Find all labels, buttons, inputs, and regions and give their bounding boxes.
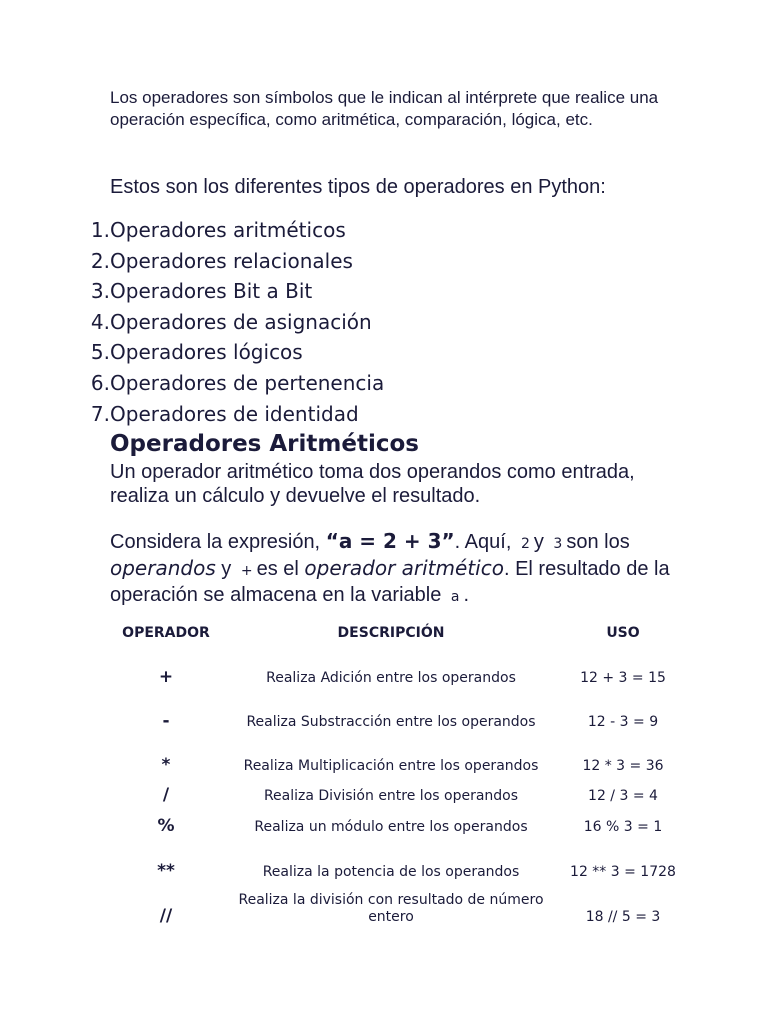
usage-cell: 12 + 3 = 15 xyxy=(580,670,666,686)
header-usage: USO xyxy=(606,625,640,641)
operator-cell: - xyxy=(162,711,170,731)
usage-cell: 12 ** 3 = 1728 xyxy=(570,864,676,880)
inline-code: + xyxy=(240,563,253,579)
header-description: DESCRIPCIÓN xyxy=(337,625,445,641)
example-text: . Aquí, xyxy=(454,531,517,553)
list-item xyxy=(78,307,384,338)
example-text: son los xyxy=(566,531,630,553)
inline-code: a xyxy=(450,589,460,605)
list-item-number: 5. xyxy=(90,340,110,365)
list-item-label: Operadores relacionales xyxy=(110,248,353,273)
arithmetic-operators-table xyxy=(110,600,686,926)
example-text: . El resultado de la operación se almacena en la variable xyxy=(110,558,670,606)
emphasis-operands: operandos xyxy=(110,556,216,580)
list-item-label: Operadores de pertenencia xyxy=(110,370,385,395)
operator-types-list xyxy=(78,215,384,429)
list-item-number: 6. xyxy=(90,370,110,395)
usage-cell: 12 - 3 = 9 xyxy=(587,714,659,730)
list-item xyxy=(78,368,384,399)
example-text: y xyxy=(215,558,232,580)
usage-cell: 12 * 3 = 36 xyxy=(582,758,664,774)
operator-cell: ** xyxy=(157,861,175,881)
example-text: y xyxy=(533,531,544,553)
intro-paragraph: Los operadores son símbolos que le indican al intérprete que realice una operación específica, como aritmética, comparación, lógica, etc. xyxy=(110,88,659,129)
types-lead-text: Estos son los diferentes tipos de operadores en Python: xyxy=(110,176,606,198)
list-item xyxy=(78,337,384,368)
table-row xyxy=(110,687,686,731)
usage-cell: 12 / 3 = 4 xyxy=(588,788,658,804)
section-heading: Operadores Aritméticos xyxy=(110,431,419,457)
description-cell: Realiza Multiplicación entre los operandos xyxy=(243,758,539,774)
description-cell: Realiza un módulo entre los operandos xyxy=(254,819,528,835)
list-item-number: 1. xyxy=(90,218,110,242)
description-cell: Realiza la potencia de los operandos xyxy=(262,864,520,880)
list-item xyxy=(78,215,384,246)
description-cell: Realiza Substracción entre los operandos xyxy=(246,714,536,730)
table-row xyxy=(110,731,686,775)
example-paragraph xyxy=(110,529,670,609)
table-header-row xyxy=(110,600,686,642)
table-row xyxy=(110,642,686,687)
list-item xyxy=(78,399,384,430)
operator-cell: // xyxy=(159,906,173,926)
operator-cell: % xyxy=(157,816,175,836)
list-item-number: 3. xyxy=(90,279,110,304)
header-operator: OPERADOR xyxy=(122,625,210,641)
usage-cell: 18 // 5 = 3 xyxy=(585,909,661,925)
inline-code: 2 xyxy=(520,536,530,552)
example-expression: “a = 2 + 3” xyxy=(325,529,455,553)
list-item-number: 4. xyxy=(90,309,110,334)
list-item xyxy=(78,246,384,277)
operator-cell: / xyxy=(162,785,170,805)
description-cell: Realiza la división con resultado de número entero xyxy=(238,892,544,925)
list-item-label: Operadores de asignación xyxy=(110,309,372,334)
list-item-label: Operadores de identidad xyxy=(110,401,359,426)
description-cell: Realiza División entre los operandos xyxy=(263,788,519,804)
description-cell: Realiza Adición entre los operandos xyxy=(266,670,516,686)
operator-cell: + xyxy=(158,667,174,687)
list-item xyxy=(78,276,384,307)
list-item-number: 2. xyxy=(90,248,110,273)
operator-cell: * xyxy=(161,755,171,775)
list-item-label: Operadores Bit a Bit xyxy=(110,279,313,304)
list-item-label: Operadores lógicos xyxy=(110,340,303,365)
table-row xyxy=(110,775,686,805)
example-text: . xyxy=(463,584,470,606)
emphasis-operator: operador aritmético xyxy=(304,556,504,580)
table-row xyxy=(110,836,686,881)
list-item-number: 7. xyxy=(90,401,110,426)
example-text: es el xyxy=(256,558,305,580)
list-item-label: Operadores aritméticos xyxy=(110,218,346,242)
table-row xyxy=(110,881,686,926)
definition-paragraph: Un operador aritmético toma dos operandos como entrada, realiza un cálculo y devuelve el resultado. xyxy=(110,461,635,507)
example-text: Considera la expresión, xyxy=(110,531,326,553)
inline-code: 3 xyxy=(553,536,563,552)
usage-cell: 16 % 3 = 1 xyxy=(583,819,663,835)
table-row xyxy=(110,805,686,836)
